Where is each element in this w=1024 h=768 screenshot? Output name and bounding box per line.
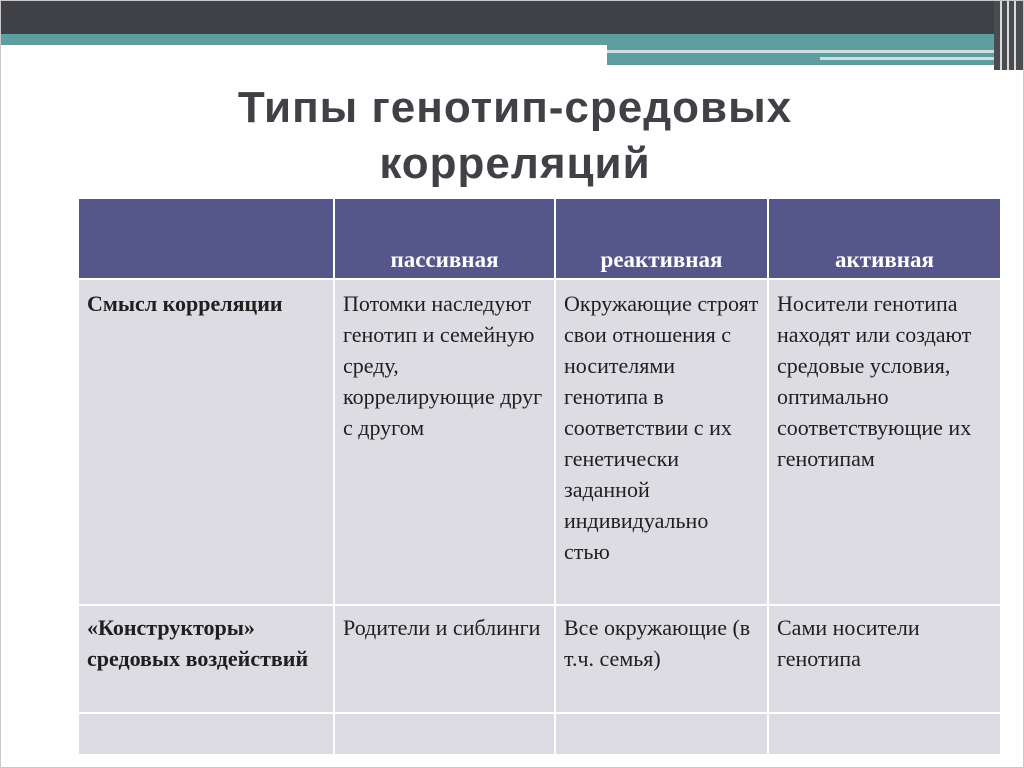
page-title: Типы генотип-средовых корреляций	[237, 83, 793, 188]
header-empty	[78, 198, 334, 279]
table-cell: Родители и сиблинги	[334, 605, 555, 713]
correlation-table	[77, 197, 1002, 756]
table-cell: Сами носители генотипа	[768, 605, 1001, 713]
table-row	[78, 279, 1001, 605]
table-cell: Носители генотипа находят или создают средовые условия, оптимально соответствующие их генотипам	[768, 279, 1001, 605]
header-reactive: реактивная	[555, 198, 768, 279]
table-cell: Окружающие строят свои отношения с носителями генотипа в соответствии с их генетически заданной индивидуально стью	[555, 279, 768, 605]
header-active: активная	[768, 198, 1001, 279]
header-passive: пассивная	[334, 198, 555, 279]
table-cell	[768, 713, 1001, 755]
top-band-teal-step	[607, 45, 1004, 65]
table-cell: Потомки наследуют генотип и семейную среду, коррелирующие друг с другом	[334, 279, 555, 605]
row-label: «Конструкторы» средовых воздействий	[78, 605, 334, 713]
table-cell	[334, 713, 555, 755]
table-row-empty	[78, 713, 1001, 755]
table-header-row	[78, 198, 1001, 279]
edge-decoration	[994, 0, 1024, 70]
table-cell: Все окружающие (в т.ч. семья)	[555, 605, 768, 713]
row-label: Смысл корреляции	[78, 279, 334, 605]
top-band-accent-line	[607, 50, 1004, 53]
row-label	[78, 713, 334, 755]
table-row	[78, 605, 1001, 713]
top-band-dark	[0, 0, 1004, 34]
top-band-teal	[0, 34, 1004, 45]
top-band-accent-line-short	[820, 57, 1004, 60]
table-cell	[555, 713, 768, 755]
